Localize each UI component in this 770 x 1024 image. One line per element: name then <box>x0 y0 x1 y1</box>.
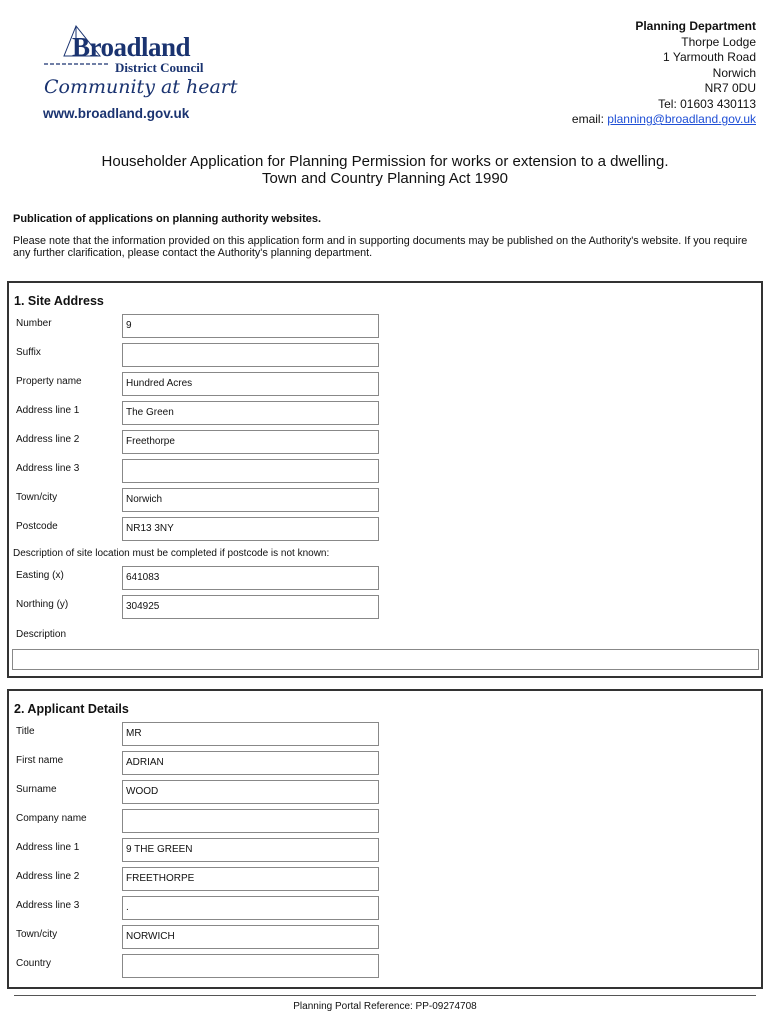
field-label: Address line 1 <box>16 405 80 416</box>
title-line-1: Householder Application for Planning Permission for works or extension to a dwelling. <box>101 153 669 170</box>
publication-heading: Publication of applications on planning authority websites. <box>13 213 322 225</box>
field-label: Address line 2 <box>16 434 80 445</box>
email-link[interactable]: planning@broadland.gov.uk <box>607 112 756 126</box>
easting-field[interactable]: 641083 <box>122 566 379 590</box>
address-line-2-field[interactable]: Freethorpe <box>122 430 379 454</box>
number-field[interactable]: 9 <box>122 314 379 338</box>
email-label: email: <box>571 112 608 126</box>
contact-block <box>572 19 756 128</box>
address-line-1-field[interactable]: The Green <box>122 401 379 425</box>
portal-reference: Planning Portal Reference: PP-09274708 <box>293 1001 477 1012</box>
property-name-field[interactable]: Hundred Acres <box>122 372 379 396</box>
email-row <box>572 112 756 128</box>
field-label: Number <box>16 318 52 329</box>
description-field[interactable] <box>12 649 759 670</box>
field-label: Suffix <box>16 347 41 358</box>
department-name: Planning Department <box>635 19 756 33</box>
applicant-address-line-1-field[interactable]: 9 THE GREEN <box>122 838 379 862</box>
field-label: Town/city <box>16 929 58 940</box>
field-label: Northing (y) <box>16 599 69 610</box>
website-link[interactable]: www.broadland.gov.uk <box>43 106 190 121</box>
country-field[interactable] <box>122 954 379 978</box>
northing-field[interactable]: 304925 <box>122 595 379 619</box>
field-label: Address line 3 <box>16 900 80 911</box>
logo-name: Broadland <box>72 32 191 62</box>
field-label: Property name <box>16 376 82 387</box>
address-line-2: 1 Yarmouth Road <box>663 50 756 64</box>
suffix-field[interactable] <box>122 343 379 367</box>
section-title: 2. Applicant Details <box>14 702 129 716</box>
town-city-field[interactable]: Norwich <box>122 488 379 512</box>
footer-divider <box>14 995 756 996</box>
field-label: Country <box>16 958 52 969</box>
field-label: Address line 2 <box>16 871 80 882</box>
field-label: Address line 3 <box>16 463 80 474</box>
field-label: Address line 1 <box>16 842 80 853</box>
applicant-address-line-3-field[interactable]: . <box>122 896 379 920</box>
field-label: First name <box>16 755 64 766</box>
applicant-details-section <box>7 689 763 989</box>
surname-field[interactable]: WOOD <box>122 780 379 804</box>
address-postcode: NR7 0DU <box>704 81 756 95</box>
telephone: Tel: 01603 430113 <box>658 96 756 111</box>
applicant-town-city-field[interactable]: NORWICH <box>122 925 379 949</box>
council-logo <box>40 22 240 127</box>
field-label: Title <box>16 726 35 737</box>
field-label: Surname <box>16 784 57 795</box>
field-label: Town/city <box>16 492 58 503</box>
publication-note: Please note that the information provided on this application form and in supporting documents may be published on the Authority's website. If you require any further clarification, please contact the Authority's planning department. <box>13 235 748 259</box>
site-address-section <box>7 281 763 678</box>
title-field[interactable]: MR <box>122 722 379 746</box>
title-line-2: Town and Country Planning Act 1990 <box>262 170 508 187</box>
section-title: 1. Site Address <box>14 294 104 308</box>
company-name-field[interactable] <box>122 809 379 833</box>
address-town: Norwich <box>712 65 756 80</box>
logo-tagline: Community at heart <box>44 76 238 98</box>
document-title <box>0 153 770 187</box>
field-label: Easting (x) <box>16 570 64 581</box>
logo-subname: District Council <box>115 60 204 75</box>
location-note: Description of site location must be completed if postcode is not known: <box>13 548 330 559</box>
address-line-3-field[interactable] <box>122 459 379 483</box>
field-label: Description <box>16 629 67 640</box>
first-name-field[interactable]: ADRIAN <box>122 751 379 775</box>
applicant-address-line-2-field[interactable]: FREETHORPE <box>122 867 379 891</box>
field-label: Postcode <box>16 521 58 532</box>
postcode-field[interactable]: NR13 3NY <box>122 517 379 541</box>
address-line-1: Thorpe Lodge <box>681 34 756 49</box>
field-label: Company name <box>16 813 87 824</box>
